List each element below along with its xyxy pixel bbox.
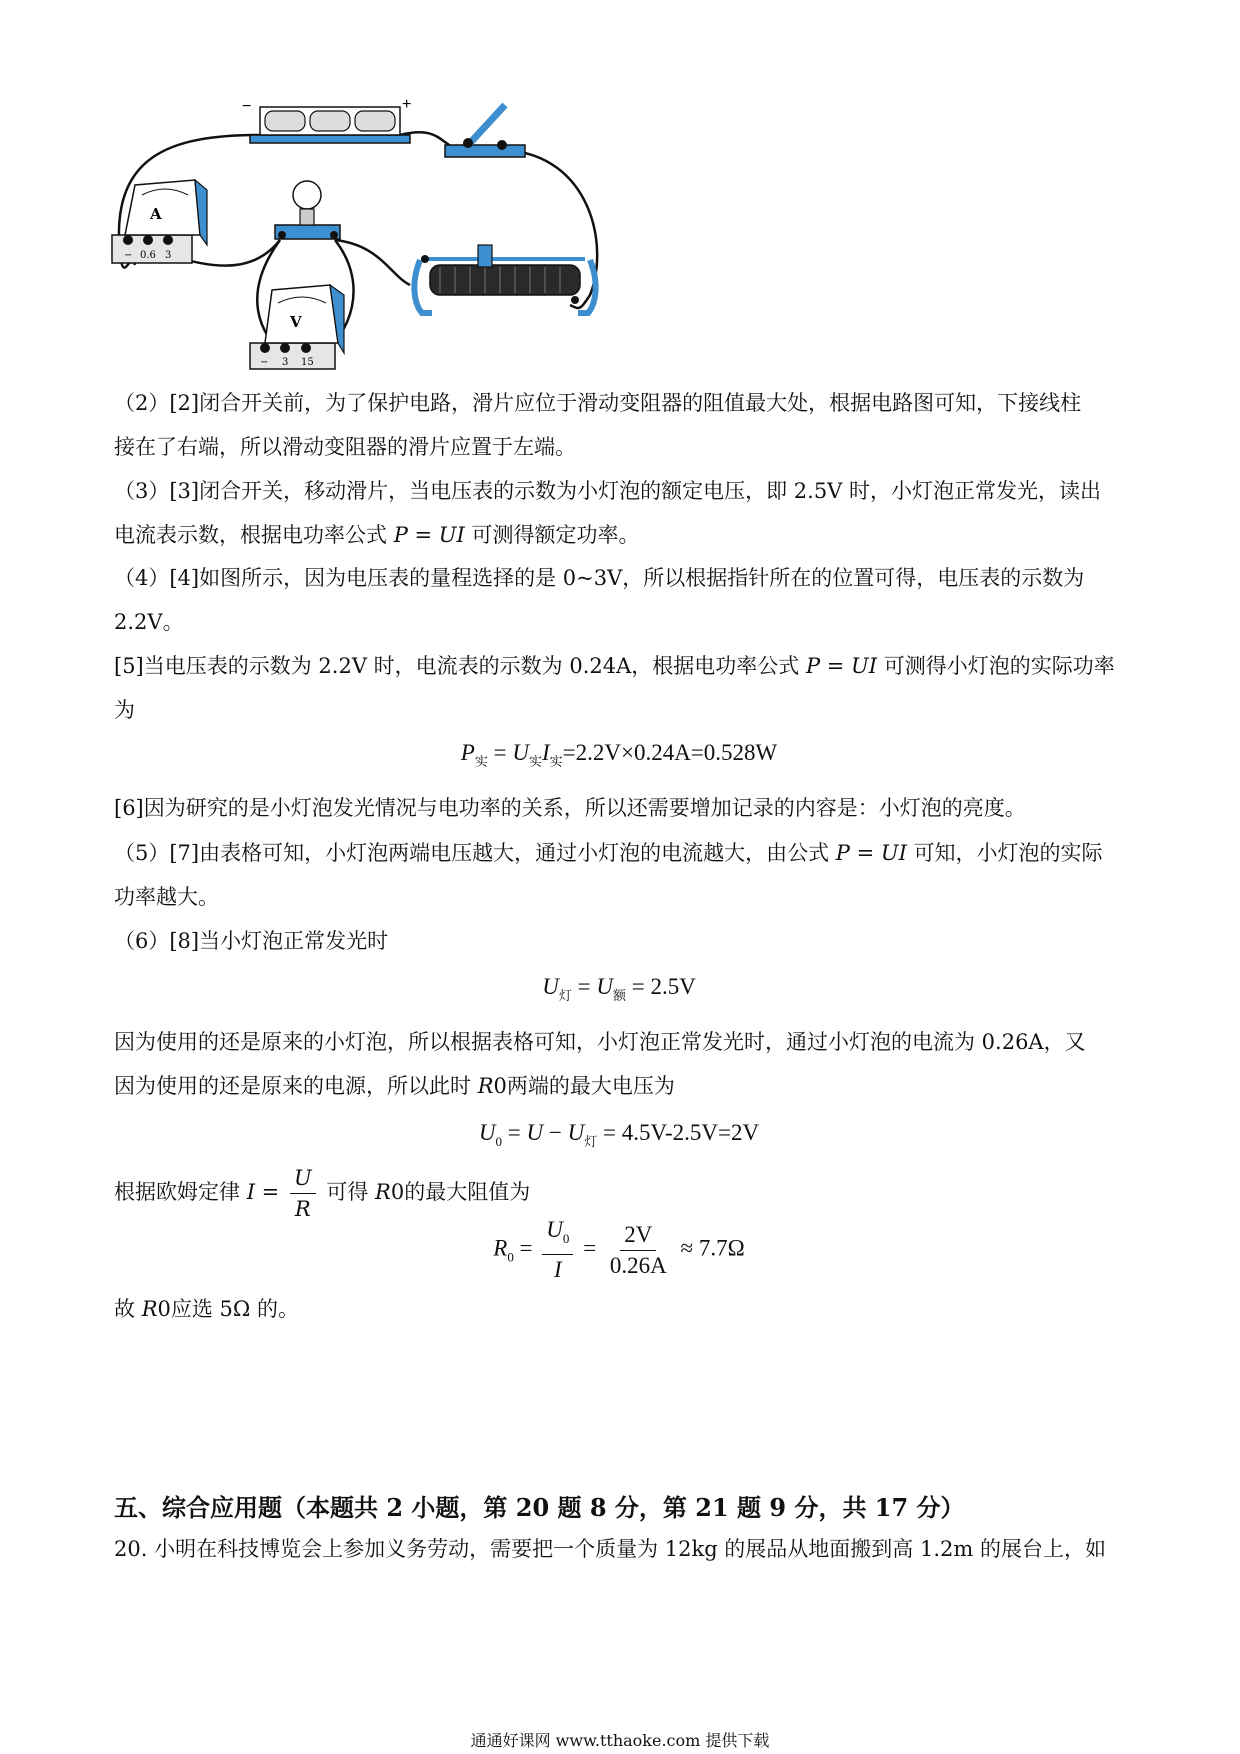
battery-negative-mark: − bbox=[242, 98, 252, 115]
answer-8-line-4: 根据欧姆定律 I = $\frac{U}{R}$ 可得 R0的最大阻值为 bbox=[114, 1163, 1124, 1224]
ohm-law-fraction: $\frac{U}{R}$ bbox=[290, 1163, 316, 1224]
answer-2-line-2: 接在了右端，所以滑动变阻器的滑片应置于左端。 bbox=[114, 435, 576, 459]
section-heading: 五、综合应用题（本题共 2 小题，第 20 题 8 分，第 21 题 9 分，共 17 分） bbox=[114, 1493, 965, 1522]
battery-pack bbox=[242, 96, 411, 143]
answer-8-conclusion: 故 R0应选 5Ω 的。 bbox=[114, 1297, 299, 1321]
ammeter-range-0-6: 0.6 bbox=[140, 250, 156, 261]
answer-5-line-2: 为 bbox=[114, 698, 135, 722]
answer-8-line-2: 因为使用的还是原来的小灯泡，所以根据表格可知，小灯泡正常发光时，通过小灯泡的电流为 0.26A，又 bbox=[114, 1030, 1086, 1054]
answer-5-line-1: [5]当电压表的示数为 2.2V 时，电流表的示数为 0.24A，根据电功率公式 P = UI 可测得小灯泡的实际功率 bbox=[114, 654, 1115, 678]
answer-7-line-2: 功率越大。 bbox=[114, 885, 219, 909]
page-footer: 通通好课网 www.tthaoke.com 提供下载 bbox=[470, 1731, 770, 1750]
answer-4-line-2: 2.2V。 bbox=[114, 610, 184, 634]
answer-6-line: [6]因为研究的是小灯泡发光情况与电功率的关系，所以还需要增加记录的内容是：小灯泡的亮度。 bbox=[114, 796, 1026, 820]
battery-positive-mark: + bbox=[402, 96, 412, 113]
sliding-rheostat bbox=[414, 245, 595, 313]
formula-power: P = UI bbox=[805, 654, 878, 678]
answer-2-line-1: （2）[2]闭合开关前，为了保护电路，滑片应位于滑动变阻器的阻值最大处，根据电路图可知，下接线柱 bbox=[114, 391, 1082, 415]
equation-lamp-voltage: $U_灯 = U_额 = 2.5V$ bbox=[542, 974, 696, 1003]
ammeter-range-3: 3 bbox=[165, 250, 172, 261]
ammeter-symbol: A bbox=[150, 205, 162, 223]
voltmeter-range-3: 3 bbox=[282, 357, 289, 368]
answer-3-line-1: （3）[3]闭合开关，移动滑片，当电压表的示数为小灯泡的额定电压，即 2.5V 时，小灯泡正常发光，读出 bbox=[114, 479, 1102, 503]
voltmeter-range-15: 15 bbox=[301, 357, 314, 368]
light-bulb bbox=[275, 181, 340, 239]
equation-actual-power: $P_实 = U_实I_实=2.2V\times 0.24A=0.528W$ bbox=[460, 740, 778, 769]
answer-3-line-2: 电流表示数，根据电功率公式 P = UI 可测得额定功率。 bbox=[114, 523, 640, 547]
equation-r0-voltage: $U_0 = U - U_灯 = 4.5V-2.5V=2V$ bbox=[478, 1120, 760, 1149]
question-20-line-1: 20. 小明在科技博览会上参加义务劳动，需要把一个质量为 12kg 的展品从地面搬到高 1.2m 的展台上，如 bbox=[114, 1537, 1106, 1561]
formula-power: P = UI bbox=[393, 523, 465, 547]
answer-4-line-1: （4）[4]如图所示，因为电压表的量程选择的是 0~3V，所以根据指针所在的位置可得，电压表的示数为 bbox=[114, 566, 1085, 590]
equation-r0-resistance: $R_0$ = $\frac{U_0}{I}$ = $\frac{2V}{0.26A}$ ≈ 7.7Ω bbox=[493, 1217, 745, 1282]
voltmeter-symbol: V bbox=[290, 313, 302, 331]
ammeter-negative-terminal: − bbox=[124, 250, 133, 261]
answer-7-line-1: （5）[7]由表格可知，小灯泡两端电压越大，通过小灯泡的电流越大，由公式 P = UI 可知，小灯泡的实际 bbox=[114, 841, 1103, 865]
knife-switch bbox=[445, 105, 525, 157]
answer-8-line-1: （6）[8]当小灯泡正常发光时 bbox=[114, 929, 389, 953]
answer-8-line-3: 因为使用的还是原来的电源，所以此时 R0两端的最大电压为 bbox=[114, 1074, 675, 1098]
circuit-diagram bbox=[110, 95, 690, 415]
voltmeter-negative-terminal: − bbox=[260, 357, 269, 368]
formula-power: P = UI bbox=[835, 841, 907, 865]
